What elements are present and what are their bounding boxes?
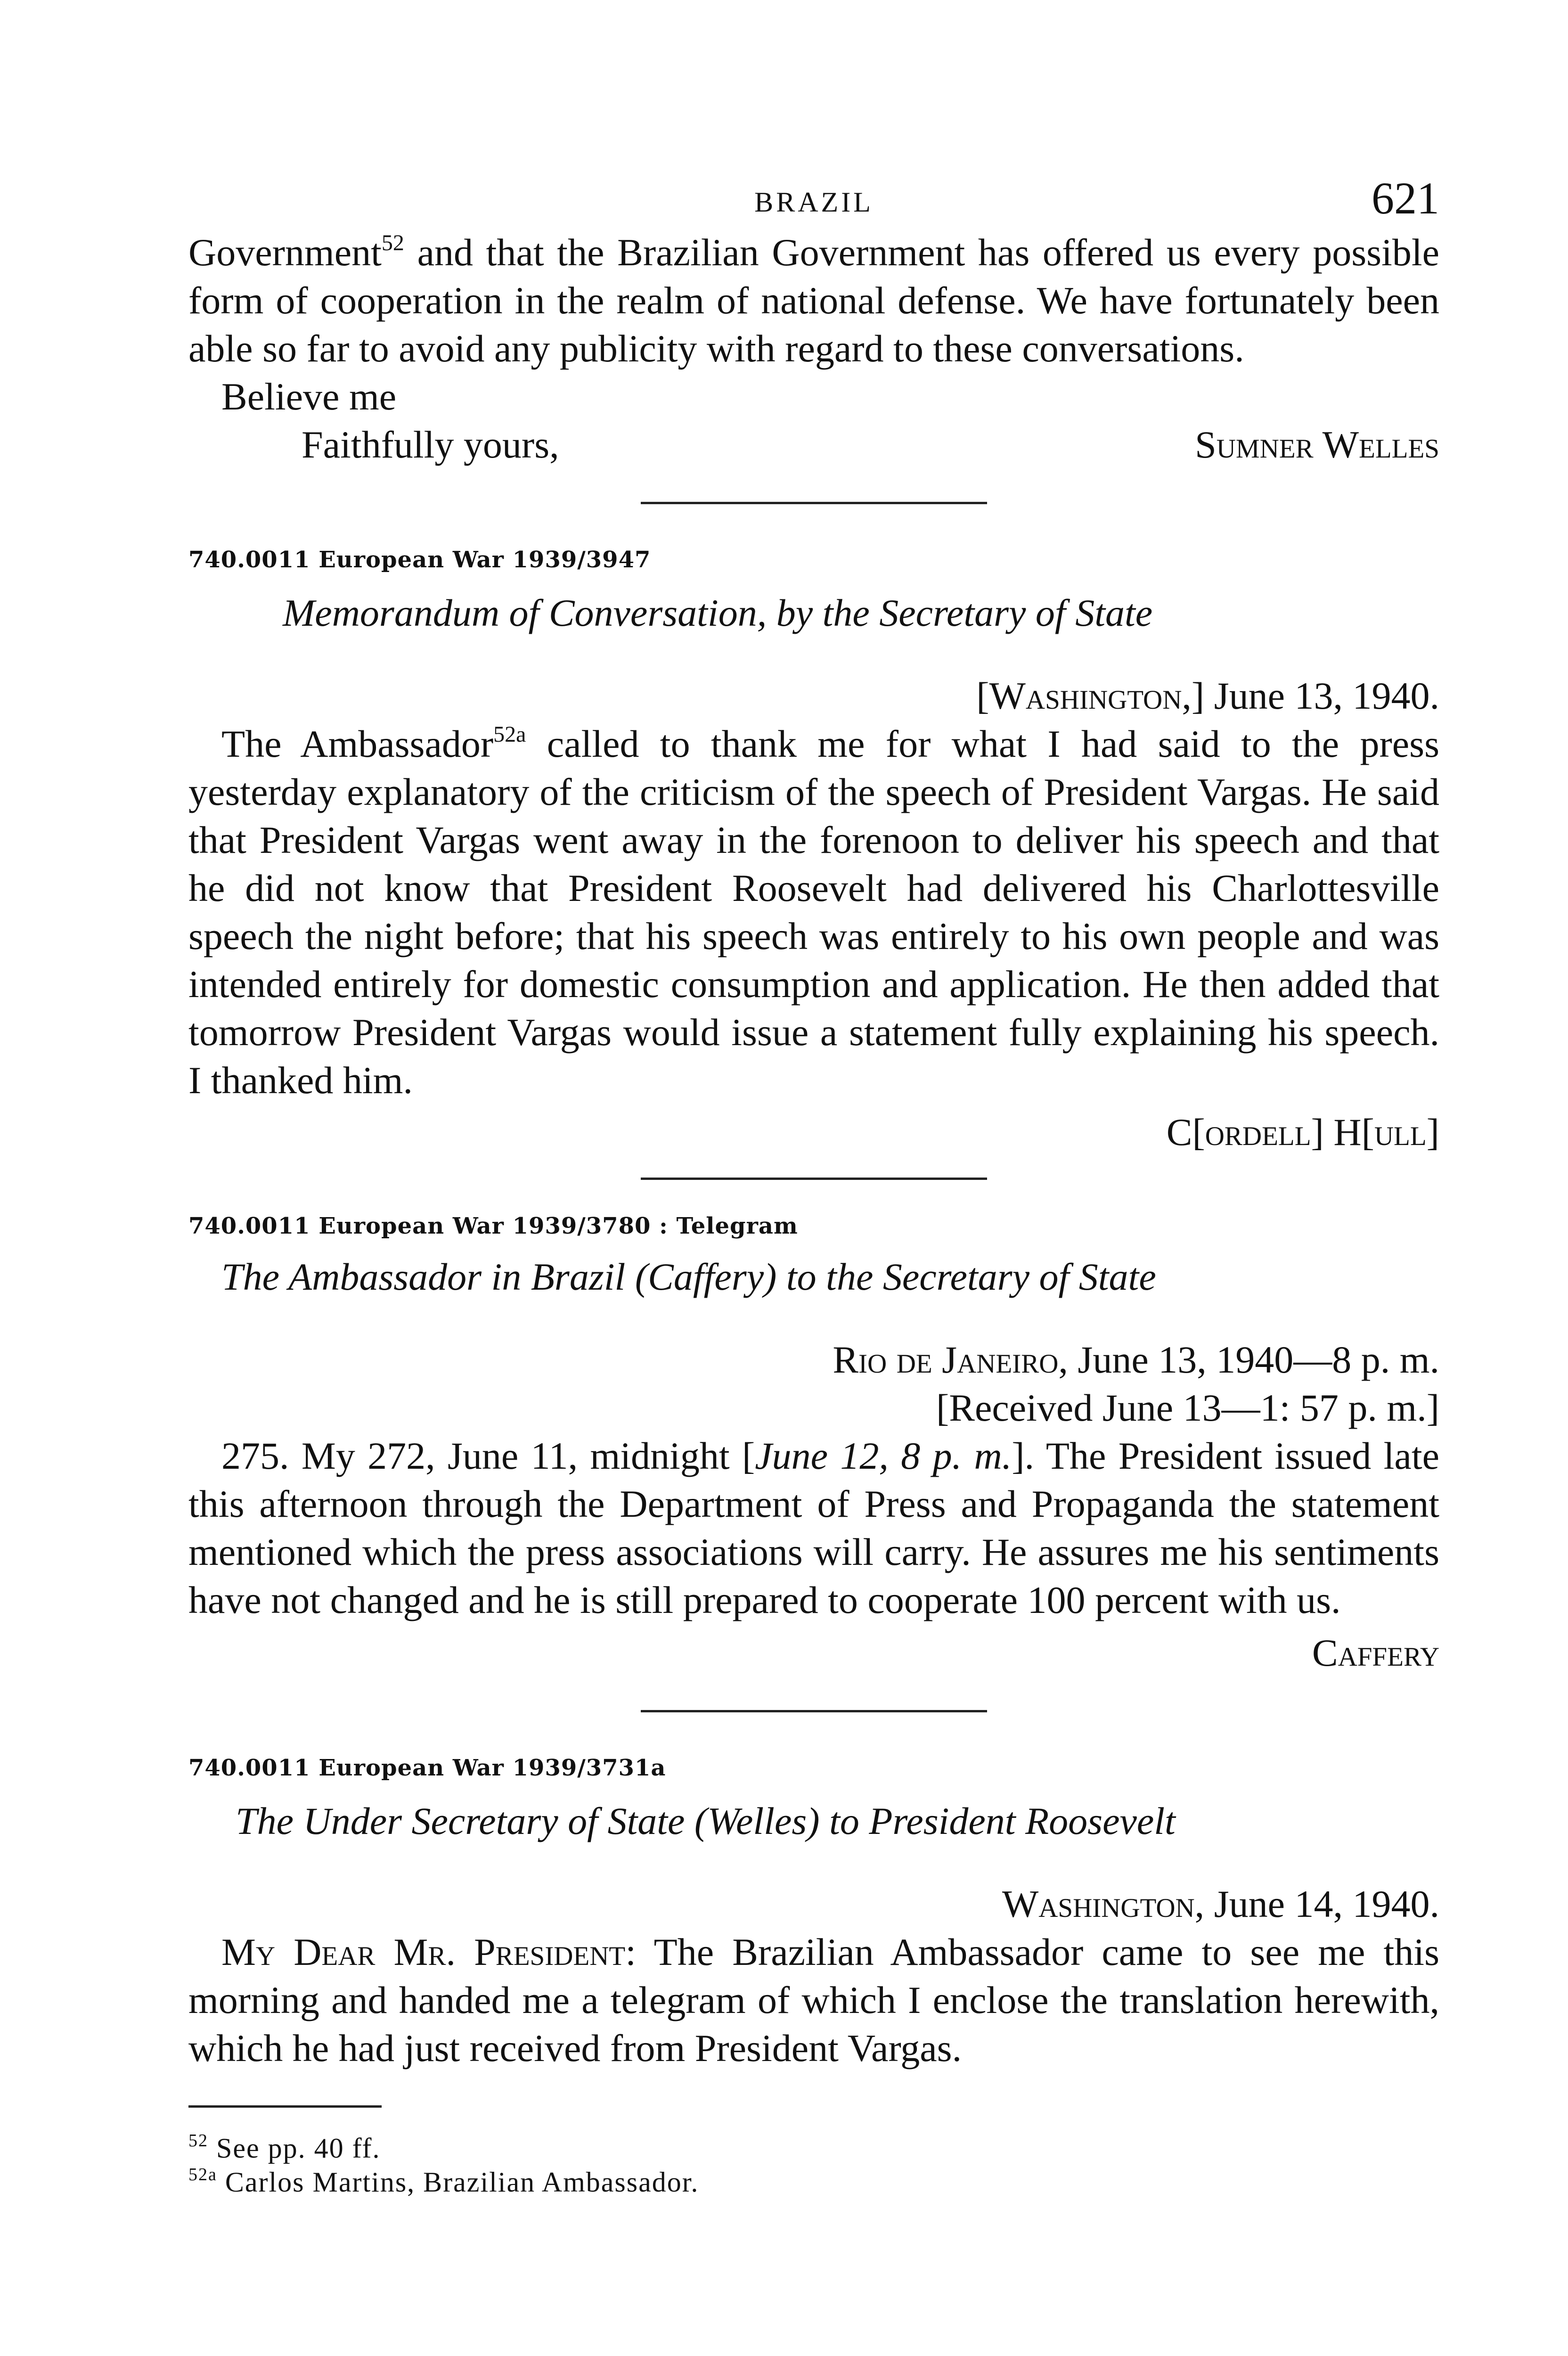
dateline-date: June 13, 1940.: [1204, 674, 1439, 717]
dateline-place: [Washington,]: [976, 674, 1205, 717]
document-page: [188, 167, 1439, 2199]
text-run: Government: [188, 231, 382, 274]
file-number: 740.0011 European War 1939/3780 : Telegram: [188, 1213, 798, 1239]
document-title: The Ambassador in Brazil (Caffery) to the Secretary of State: [221, 1255, 1156, 1298]
text-run: 275. My 272, June 11, midnight [: [221, 1434, 755, 1477]
telegram-paragraph: [188, 1432, 1439, 1624]
dateline: [188, 1880, 1439, 1928]
memo-paragraph: [188, 720, 1439, 1104]
dateline-date: June 13, 1940—8 p. m.: [1068, 1338, 1439, 1381]
footnote-text: Carlos Martins, Brazilian Ambassador.: [217, 2167, 699, 2198]
dateline-date: June 14, 1940.: [1204, 1882, 1439, 1925]
dateline-place: Washington,: [1002, 1882, 1205, 1925]
page-number: 621: [1372, 173, 1439, 223]
footnote-ref: 52: [381, 230, 404, 255]
running-title: BRAZIL: [754, 187, 874, 218]
footnote-text: See pp. 40 ff.: [208, 2133, 381, 2164]
received-line: [Received June 13—1: 57 p. m.]: [936, 1386, 1439, 1429]
file-number: 740.0011 European War 1939/3731a: [188, 1755, 666, 1781]
text-run: The Ambassador: [221, 722, 494, 765]
closing: Faithfully yours,: [302, 423, 559, 466]
salutation: My Dear Mr. President: [221, 1931, 626, 1973]
file-number: 740.0011 European War 1939/3947: [188, 547, 651, 573]
believe-line: Believe me: [221, 375, 397, 418]
text-run: : The Brazilian Ambassador came to see me this morning and handed me a telegram of which I enclose the translation herewith, which he had just received from President Vargas.: [188, 1931, 1439, 2070]
continuation-paragraph: [188, 229, 1439, 373]
footnote-ref: 52a: [493, 722, 526, 747]
text-run-italic: June 12, 8 p. m.: [755, 1434, 1012, 1477]
dateline: [188, 1336, 1439, 1384]
footnote: [188, 2131, 1439, 2165]
dateline-place: Rio de Janeiro,: [833, 1338, 1068, 1381]
footnote: [188, 2165, 1439, 2199]
text-run: and that the Brazilian Government has offered us every possible form of cooperation in the realm of national defense. We have fortunately been able so far to avoid any publicity with regard to these conversations.: [188, 231, 1439, 370]
closing-row: [188, 421, 1439, 469]
document-title: Memorandum of Conversation, by the Secretary of State: [283, 591, 1153, 634]
letter-paragraph: [188, 1928, 1439, 2072]
footnote-mark: 52: [188, 2131, 208, 2151]
signature: Caffery: [1312, 1631, 1439, 1674]
signature: Sumner Welles: [1195, 423, 1439, 466]
signature: C[ordell] H[ull]: [1166, 1111, 1439, 1153]
page-header: [188, 167, 1439, 229]
footnote-mark: 52a: [188, 2165, 217, 2184]
document-title: The Under Secretary of State (Welles) to President Roosevelt: [236, 1800, 1176, 1842]
text-run: ]. The President issued late this afternoon through the Department of Press and Propaganda the statement mentioned which the press associations will carry. He assures me his sentiments have not changed and he is still prepared to cooperate 100 percent with us.: [188, 1434, 1439, 1621]
dateline: [188, 672, 1439, 720]
text-run: called to thank me for what I had said to the press yesterday explanatory of the criticism of the speech of President Vargas. He said that President Vargas went away in the forenoon to deliver his speech and that he did not know that President Roosevelt had delivered his Charlottesville speech the night before; that his speech was entirely to his own people and was intended entirely for domestic consumption and application. He then added that tomorrow President Vargas would issue a statement fully explaining his speech. I thanked him.: [188, 722, 1439, 1102]
